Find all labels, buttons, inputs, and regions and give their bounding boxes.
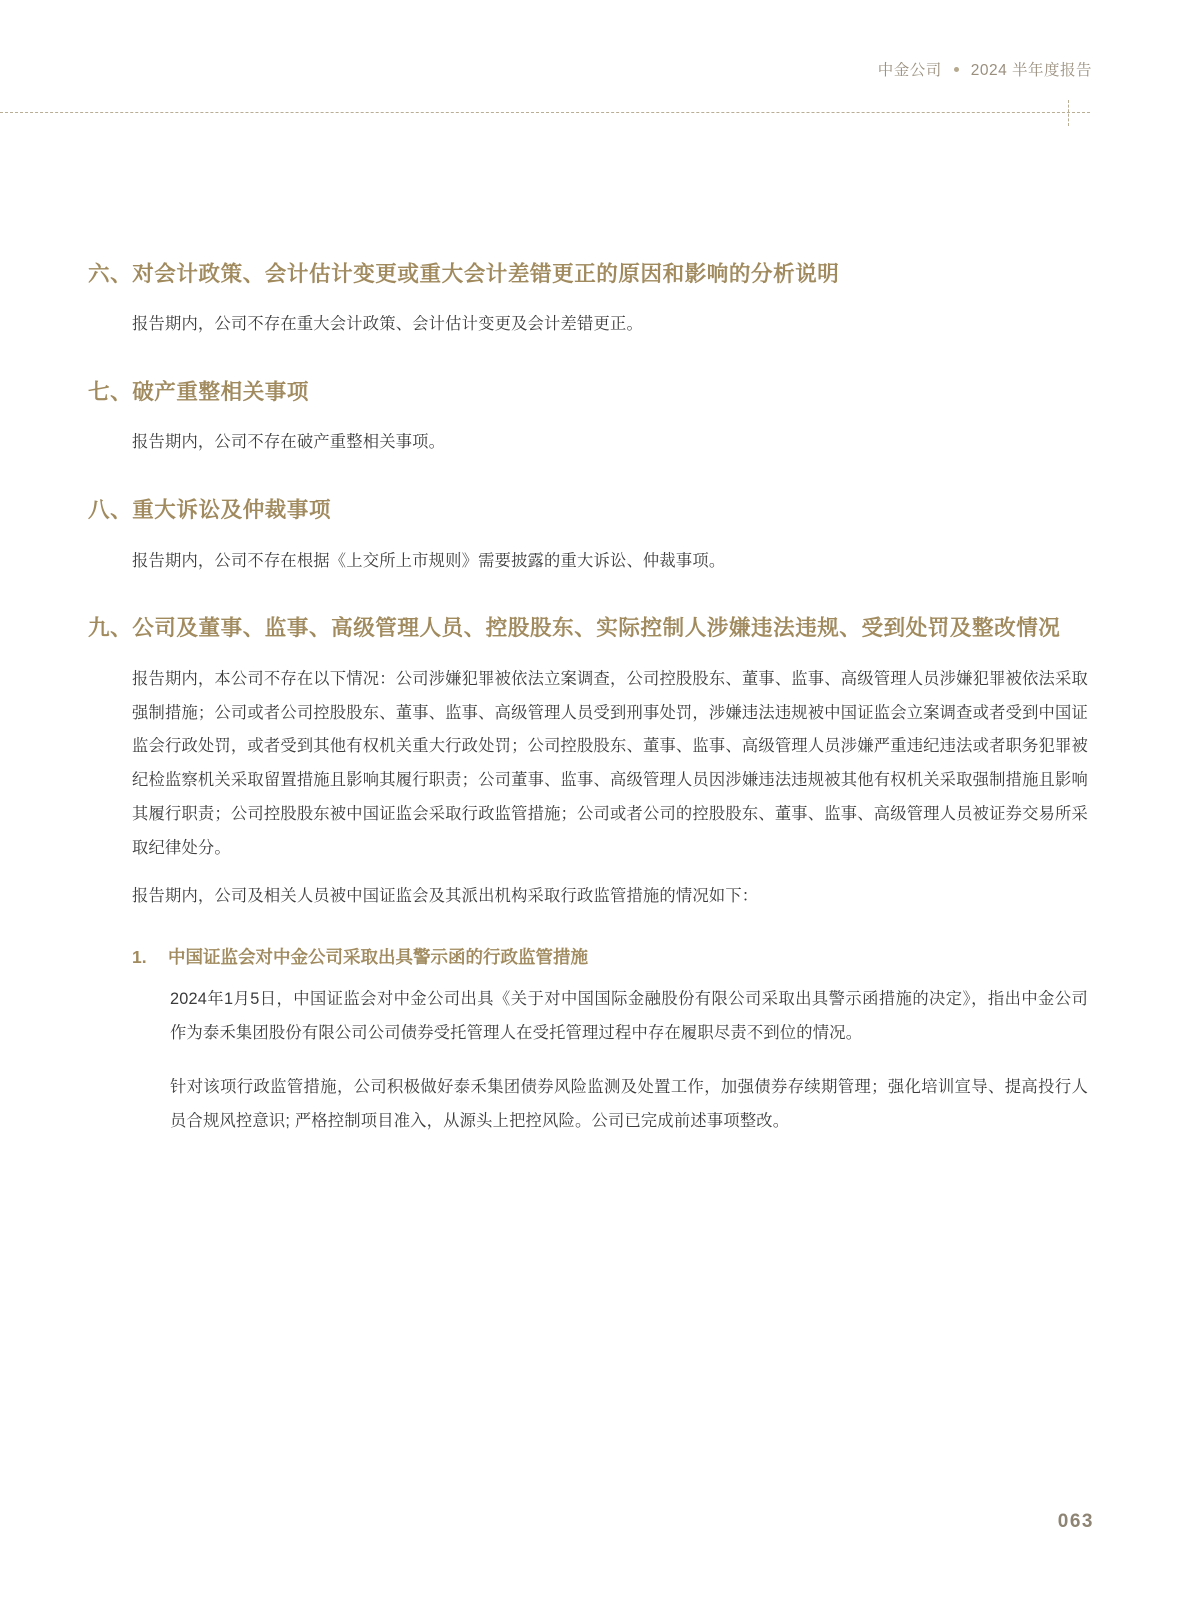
- page-header: [878, 58, 1092, 80]
- section-nine: [88, 612, 1088, 1138]
- section-nine-title: 九、公司及董事、监事、高级管理人员、控股股东、实际控制人涉嫌违法违规、受到处罚及整改情况: [88, 616, 1061, 641]
- header-separator-dot: [954, 67, 959, 72]
- section-seven: [88, 376, 1088, 460]
- section-six: [88, 258, 1088, 342]
- section-seven-title: 七、破产重整相关事项: [88, 380, 310, 405]
- subitem-1-paragraph-1: 2024年1月5日，中国证监会对中金公司出具《关于对中国国际金融股份有限公司采取出具警示函措施的决定》，指出中金公司作为泰禾集团股份有限公司公司债券受托管理人在受托管理过程中存在履职尽责不到位的情况。: [170, 989, 1088, 1042]
- subitem-1: [88, 944, 1088, 1139]
- page-number: 063: [1057, 1511, 1094, 1532]
- header-report-title: 2024 半年度报告: [970, 62, 1092, 79]
- section-nine-paragraph-1: 报告期内，本公司不存在以下情况：公司涉嫌犯罪被依法立案调查，公司控股股东、董事、监事、高级管理人员涉嫌犯罪被依法采取强制措施；公司或者公司控股股东、董事、监事、高级管理人员受到刑事处罚，涉嫌违法违规被中国证监会立案调查或者受到中国证监会行政处罚，或者受到其他有权机关重大行政处罚；公司控股股东、董事、监事、高级管理人员涉嫌严重违纪违法或者职务犯罪被纪检监察机关采取留置措施且影响其履行职责；公司董事、监事、高级管理人员因涉嫌违法违规被其他有权机关采取强制措施且影响其履行职责；公司控股股东被中国证监会采取行政监管措施；公司或者公司的控股股东、董事、监事、高级管理人员被证券交易所采取纪律处分。: [132, 669, 1088, 858]
- section-eight: [88, 494, 1088, 578]
- section-seven-paragraph-1: 报告期内，公司不存在破产重整相关事项。: [132, 433, 446, 452]
- section-eight-title: 八、重大诉讼及仲裁事项: [88, 498, 332, 523]
- document-content: [88, 258, 1088, 1138]
- section-nine-paragraph-2: 报告期内，公司及相关人员被中国证监会及其派出机构采取行政监管措施的情况如下：: [132, 887, 759, 906]
- header-divider-tick: [1068, 100, 1069, 126]
- subitem-1-title: 中国证监会对中金公司采取出具警示函的行政监管措施: [168, 946, 588, 967]
- subitem-1-paragraph-2: 针对该项行政监管措施，公司积极做好泰禾集团债券风险监测及处置工作，加强债券存续期管理；强化培训宣导、提高投行人员合规风控意识; 严格控制项目准入，从源头上把控风险。公司已完成前述事项整改。: [170, 1077, 1088, 1130]
- section-six-title: 六、对会计政策、会计估计变更或重大会计差错更正的原因和影响的分析说明: [88, 262, 840, 286]
- section-eight-paragraph-1: 报告期内，公司不存在根据《上交所上市规则》需要披露的重大诉讼、仲裁事项。: [132, 551, 726, 570]
- subitem-1-number: 1.: [132, 946, 147, 967]
- header-company: 中金公司: [877, 62, 942, 79]
- section-six-paragraph-1: 报告期内，公司不存在重大会计政策、会计估计变更及会计差错更正。: [132, 315, 643, 334]
- subitem-1-heading: [132, 944, 1088, 969]
- header-divider: [0, 112, 1090, 113]
